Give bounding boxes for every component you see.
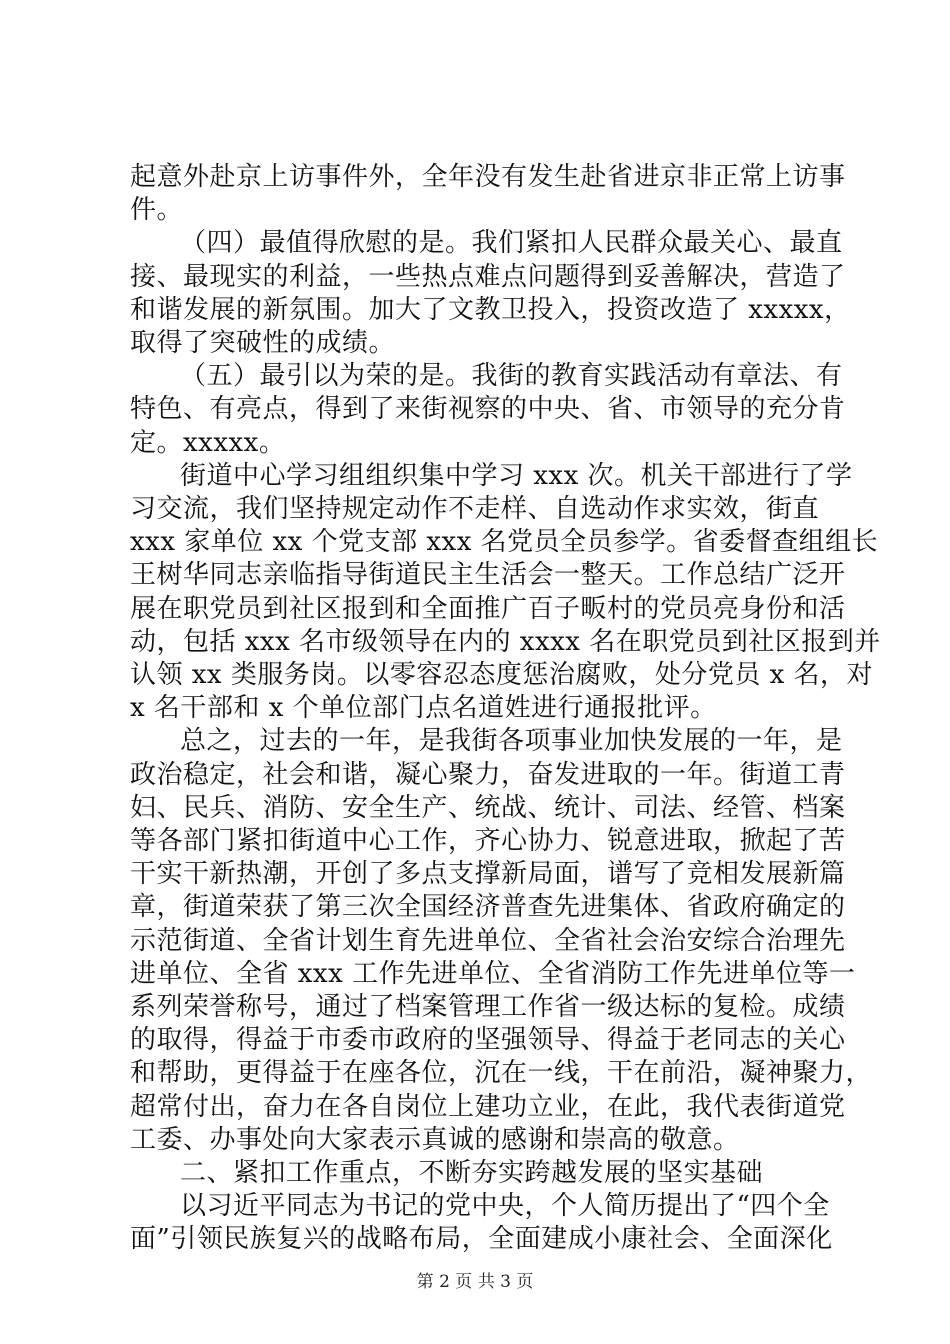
text-line: 街道中心学习组组织集中学习 xxx 次。机关干部进行了学 [180, 460, 853, 491]
text-line: 起意外赴京上访事件外，全年没有发生赴省进京非正常上访事 [130, 162, 846, 192]
text-line: 动，包括 xxx 名市级领导在内的 xxxx 名在职党员到社区报到并 [130, 626, 881, 657]
text-line: 工委、办事处向大家表示真诚的感谢和崇高的敬意。 [130, 1124, 740, 1155]
text-line: 展在职党员到社区报到和全面推广百子畈村的党员亮身份和活 [130, 593, 846, 624]
text-line: 和帮助，更得益于在座各位，沉在一线，干在前沿，凝神聚力， [130, 1058, 873, 1089]
text-line: 和谐发展的新氛围。加大了文教卫投入，投资改造了 xxxxx， [130, 294, 851, 325]
text-line: 接、最现实的利益，一些热点难点问题得到妥善解决，营造了 [130, 261, 846, 292]
text-line: （四）最值得欣慰的是。我们紧扣人民群众最关心、最直 [180, 228, 843, 259]
text-line: 定。xxxxx。 [130, 427, 286, 458]
text-line: 件。 [130, 195, 184, 226]
text-line: 章，街道荣获了第三次全国经济普查先进集体、省政府确定的 [130, 892, 846, 923]
text-line: 妇、民兵、消防、安全生产、统战、统计、司法、经管、档案 [130, 792, 846, 823]
text-line: 认领 xx 类服务岗。以零容忍态度惩治腐败，处分党员 x 名，对 [130, 660, 874, 690]
text-line: x 名干部和 x 个单位部门点名道姓进行通报批评。 [130, 693, 717, 724]
page-number: 第 2 页 共 3 页 [416, 1272, 534, 1292]
text-line: 的取得，得益于市委市政府的坚强领导、得益于老同志的关心 [130, 1025, 846, 1056]
text-line: 超常付出，奋力在各自岗位上建功立业，在此，我代表街道党 [130, 1091, 846, 1122]
text-line: 以习近平同志为书记的党中央，个人简历提出了“四个全 [180, 1191, 830, 1222]
text-line: 政治稳定，社会和谐，凝心聚力，奋发进取的一年。街道工青 [130, 759, 846, 790]
text-line: 等各部门紧扣街道中心工作，齐心协力、锐意进取，掀起了苦 [130, 826, 846, 856]
text-line: xxx 家单位 xx 个党支部 xxx 名党员全员参学。省委督查组组长 [130, 527, 879, 558]
section-heading: 二、紧扣工作重点，不断夯实跨越发展的坚实基础 [180, 1158, 764, 1188]
text-line: 进单位、全省 xxx 工作先进单位、全省消防工作先进单位等一 [130, 958, 856, 989]
text-line: 王树华同志亲临指导街道民主生活会一整天。工作总结广泛开 [130, 560, 846, 591]
text-line: （五）最引以为荣的是。我街的教育实践活动有章法、有 [180, 361, 843, 392]
text-line: 系列荣誉称号，通过了档案管理工作省一级达标的复检。成绩 [130, 992, 846, 1022]
text-line: 示范街道、全省计划生育先进单位、全省社会治安综合治理先 [130, 925, 846, 956]
text-line: 特色、有亮点，得到了来街视察的中央、省、市领导的充分肯 [130, 394, 846, 425]
text-line: 面”引领民族复兴的战略布局，全面建成小康社会、全面深化 [130, 1224, 833, 1255]
text-line: 习交流，我们坚持规定动作不走样、自选动作求实效，街直 [130, 494, 820, 524]
text-line: 干实干新热潮，开创了多点支撑新局面，谱写了竞相发展新篇 [130, 859, 846, 890]
text-line: 取得了突破性的成绩。 [130, 328, 396, 358]
text-line: 总之，过去的一年，是我街各项事业加快发展的一年，是 [180, 726, 843, 757]
